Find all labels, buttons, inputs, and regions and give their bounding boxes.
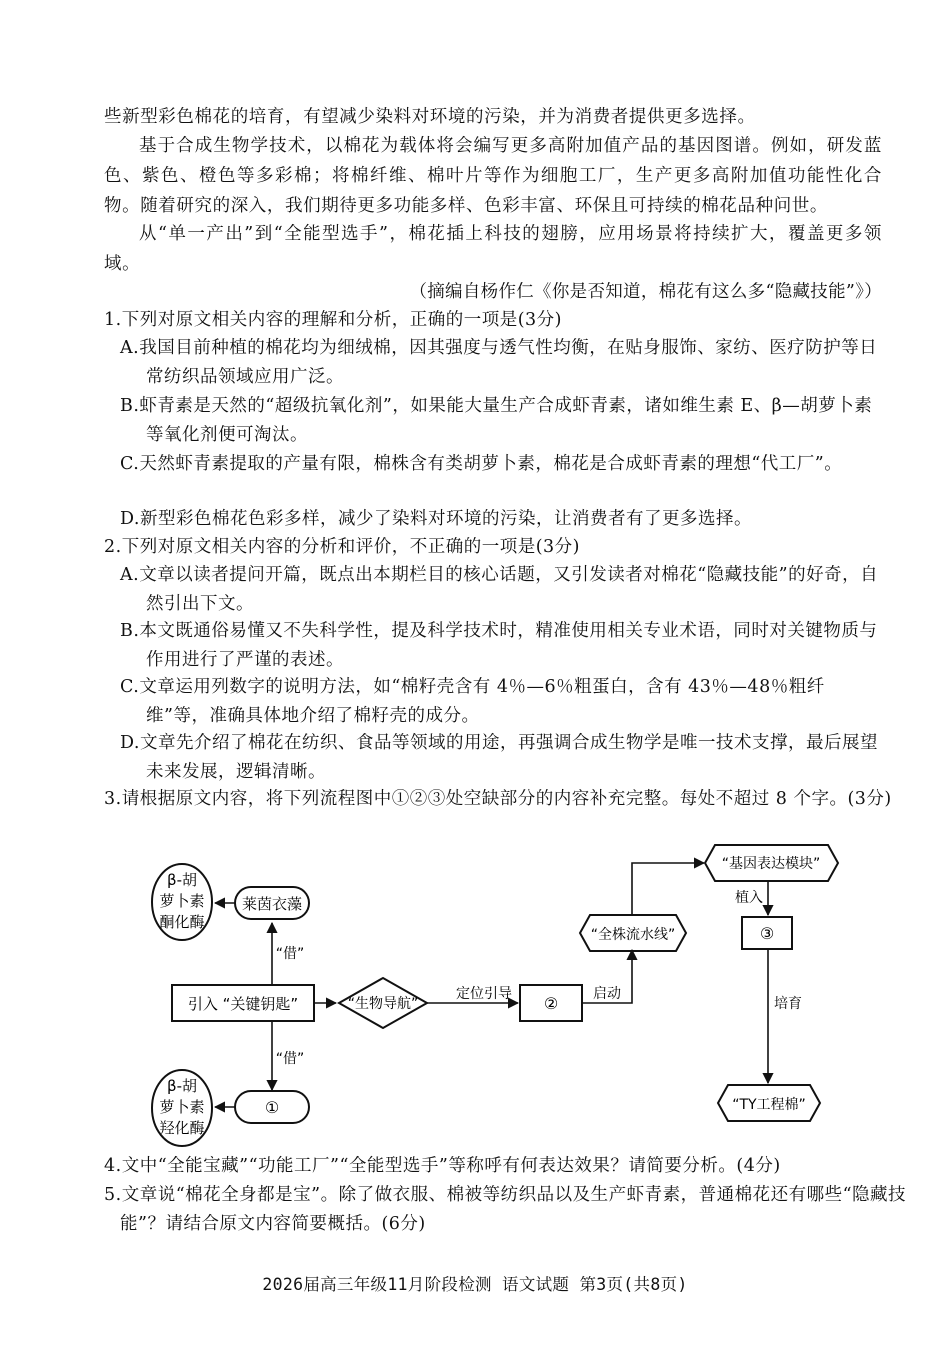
question-2-option-c [120,673,882,731]
assembly-label: “全株流水线” [590,927,676,943]
implant-label: 植入 [735,890,763,906]
option-text: C.文章运用列数字的说明方法，如“棉籽壳含有 4％—6％粗蛋白，含有 43％—48％粗纤维”等，准确具体地介绍了棉籽壳的成分。 [120,677,825,726]
blank-2-label: ② [543,994,559,1013]
question-5-stem [104,1181,910,1239]
option-text: B.本文既通俗易懂又不失科学性，提及科学技术时，精准使用相关专业术语，同时对关键物质与作用进行了严谨的表述。 [120,621,878,670]
question-1-option-c [120,450,882,479]
cultivate-label: 培育 [774,996,802,1012]
option-text: D.文章先介绍了棉花在纺织、食品等领域的用途，再强调合成生物学是唯一技术支撑，最后展望未来发展，逻辑清晰。 [120,733,878,782]
borrow-label-bottom: “借” [275,1051,305,1067]
passage-line: 些新型彩色棉花的培育，有望减少染料对环境的污染，并为消费者提供更多选择。 [104,107,756,127]
option-text: A.我国目前种植的棉花均为细绒棉，因其强度与透气性均衡，在贴身服饰、家纺、医疗防护等日常纺织品领域应用广泛。 [120,338,878,387]
question-4-stem: 4.文中“全能宝藏”“功能工厂”“全能型选手”等称呼有何表达效果？请简要分析。(4分) [104,1156,781,1176]
question-3-stem: 3.请根据原文内容，将下列流程图中①②③处空缺部分的内容补充完整。每处不超过 8 个字。(3分) [104,789,892,809]
question-1-option-b [120,392,882,450]
option-text: C.天然虾青素提取的产量有限，棉株含有类胡萝卜素，棉花是合成虾青素的理想“代工厂”。 [120,454,843,474]
locate-label: 定位引导 [456,986,512,1002]
enzyme-bottom-line: β-胡 [167,1077,197,1095]
passage-source: （摘编自杨作仁《你是否知道，棉花有这么多“隐藏技能”》） [409,282,882,302]
enzyme-bottom-line: 羟化酶 [159,1119,205,1137]
ty-cotton-label: “TY工程棉” [732,1097,806,1113]
question-2-option-b [120,617,882,675]
option-text: B.虾青素是天然的“超级抗氧化剂”，如果能大量生产合成虾青素，诸如维生素 E、β—胡萝卜素等氧化剂便可淘汰。 [120,396,873,445]
option-text: D.新型彩色棉花色彩多样，减少了染料对环境的污染，让消费者有了更多选择。 [120,509,752,529]
question-2-stem: 2.下列对原文相关内容的分析和评价，不正确的一项是(3分) [104,537,580,557]
navigation-label: “生物导航” [347,996,419,1012]
start-label: 启动 [593,986,621,1002]
enzyme-bottom-line: 萝卜素 [159,1098,205,1116]
question-2-option-d [120,729,882,787]
enzyme-top-line: 酮化酶 [159,913,205,931]
option-text: A.文章以读者提问开篇，既点出本期栏目的核心话题，又引发读者对棉花“隐藏技能”的好奇，自然引出下文。 [120,565,879,614]
page-footer: 2026届高三年级11月阶段检测 语文试题 第3页(共8页) [262,1275,688,1294]
blank-1-label: ① [264,1098,280,1117]
question-5-text: 5.文章说“棉花全身都是宝”。除了做衣服、棉被等纺织品以及生产虾青素，普通棉花还有哪些“隐藏技能”？请结合原文内容简要概括。(6分) [104,1185,907,1234]
enzyme-top-line: β-胡 [167,871,197,889]
enzyme-top-line: 萝卜素 [159,892,205,910]
flowchart [0,835,950,1155]
passage-paragraph: 基于合成生物学技术，以棉花为载体将会编写更多高附加值产品的基因图谱。例如，研发蓝色、紫色、橙色等多彩棉；将棉纤维、棉叶片等作为细胞工厂，生产更多高附加值功能性化合物。随着研究的深入，我们期待更多功能多样、色彩丰富、环保且可持续的棉花品种问世。 [104,136,882,216]
question-1-stem: 1.下列对原文相关内容的理解和分析，正确的一项是(3分) [104,310,562,330]
key-label: 引入 “关键钥匙” [187,995,299,1013]
question-1-option-a [120,334,882,392]
blank-3-label: ③ [759,924,775,943]
borrow-label-top: “借” [275,946,305,962]
question-1-option-d [120,505,882,534]
question-2-option-a [120,561,882,619]
passage-paragraph: 从“单一产出”到“全能型选手”，棉花插上科技的翅膀，应用场景将持续扩大，覆盖更多领域。 [104,224,882,274]
gene-module-label: “基因表达模块” [721,856,821,872]
algae-label: 莱茵衣藻 [241,895,303,913]
